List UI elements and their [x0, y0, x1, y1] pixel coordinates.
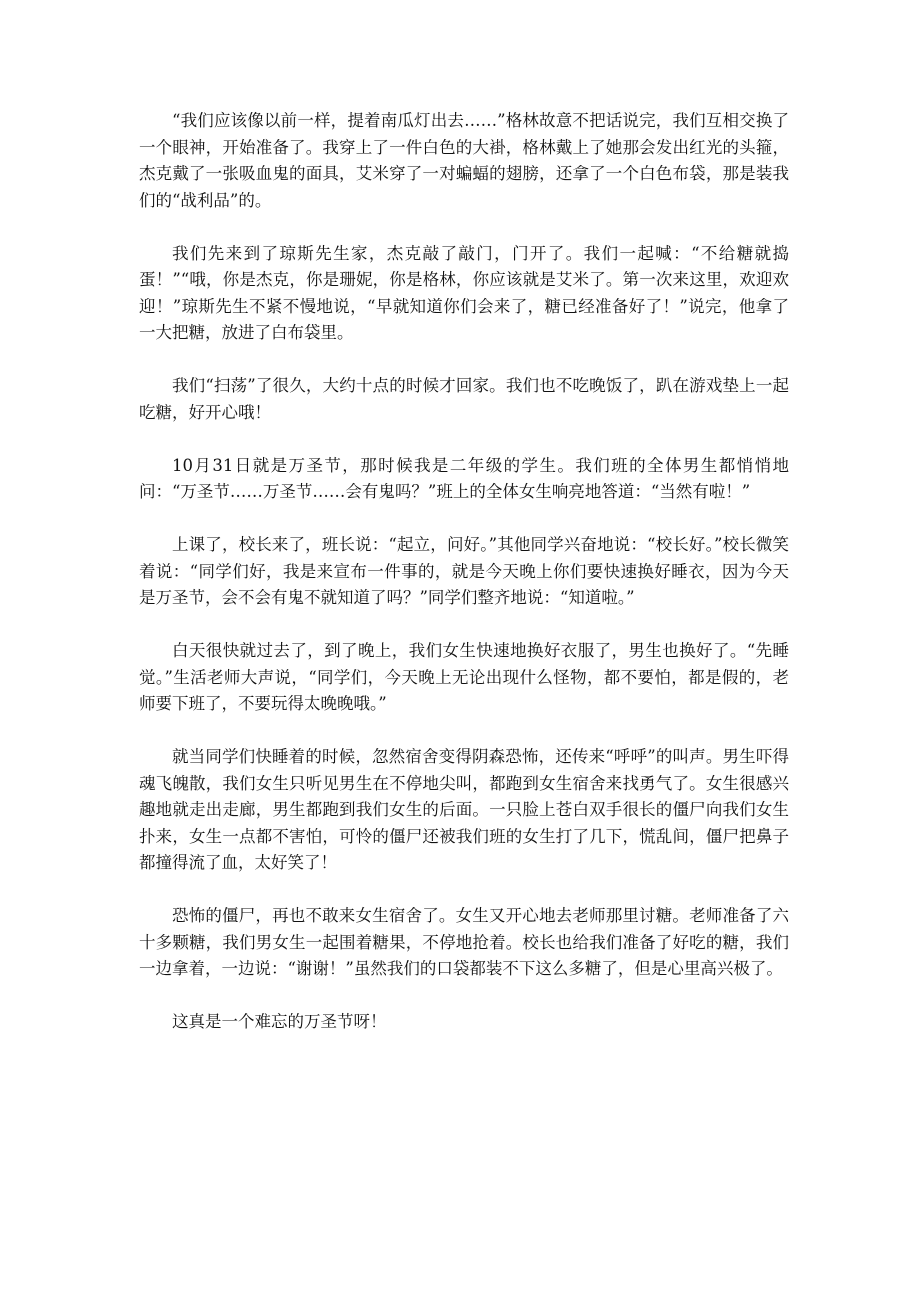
- paragraph-3: 我们“扫荡”了很久，大约十点的时候才回家。我们也不吃晚饭了，趴在游戏垫上一起吃糖，好开心哦！: [139, 376, 789, 422]
- paragraph-1: “我们应该像以前一样，提着南瓜灯出去……”格林故意不把话说完，我们互相交换了一个眼神，开始准备了。我穿上了一件白色的大褂，格林戴上了她那会发出红光的头箍，杰克戴了一张吸血鬼的面具，艾米穿了一对蝙蝠的翅膀，还拿了一个白色布袋，那是装我们的“战利品”的。: [139, 111, 789, 210]
- document-body: [139, 108, 789, 1062]
- paragraph-5: 上课了，校长来了，班长说：“起立，问好。”其他同学兴奋地说：“校长好。”校长微笑着说：“同学们好，我是来宣布一件事的，就是今天晚上你们要快速换好睡衣，因为今天是万圣节，会不会有鬼不就知道了吗？”同学们整齐地说：“知道啦。”: [139, 535, 789, 607]
- paragraph-2: 我们先来到了琼斯先生家，杰克敲了敲门，门开了。我们一起喊：“不给糖就捣蛋！”“哦，你是杰克，你是珊妮，你是格林，你应该就是艾米了。第一次来这里，欢迎欢迎！”琼斯先生不紧不慢地说，“早就知道你们会来了，糖已经准备好了！”说完，他拿了一大把糖，放进了白布袋里。: [139, 243, 789, 342]
- paragraph-4: 10月31日就是万圣节，那时候我是二年级的学生。我们班的全体男生都悄悄地问：“万圣节……万圣节……会有鬼吗？”班上的全体女生响亮地答道：“当然有啦！”: [139, 455, 789, 501]
- paragraph-9: 这真是一个难忘的万圣节呀！: [172, 1012, 387, 1031]
- paragraph-8: 恐怖的僵尸，再也不敢来女生宿舍了。女生又开心地去老师那里讨糖。老师准备了六十多颗糖，我们男女生一起围着糖果，不停地抢着。校长也给我们准备了好吃的糖，我们一边拿着，一边说：“谢谢！”虽然我们的口袋都装不下这么多糖了，但是心里高兴极了。: [139, 906, 789, 978]
- paragraph-6: 白天很快就过去了，到了晚上，我们女生快速地换好衣服了，男生也换好了。“先睡觉。”生活老师大声说，“同学们，今天晚上无论出现什么怪物，都不要怕，都是假的，老师要下班了，不要玩得太晚晚哦。”: [139, 641, 789, 713]
- paragraph-7: 就当同学们快睡着的时候，忽然宿舍变得阴森恐怖，还传来“呼呼”的叫声。男生吓得魂飞魄散，我们女生只听见男生在不停地尖叫，都跑到女生宿舍来找勇气了。女生很感兴趣地就走出走廊，男生都跑到我们女生的后面。一只脸上苍白双手很长的僵尸向我们女生扑来，女生一点都不害怕，可怜的僵尸还被我们班的女生打了几下，慌乱间，僵尸把鼻子都撞得流了血，太好笑了！: [139, 747, 789, 872]
